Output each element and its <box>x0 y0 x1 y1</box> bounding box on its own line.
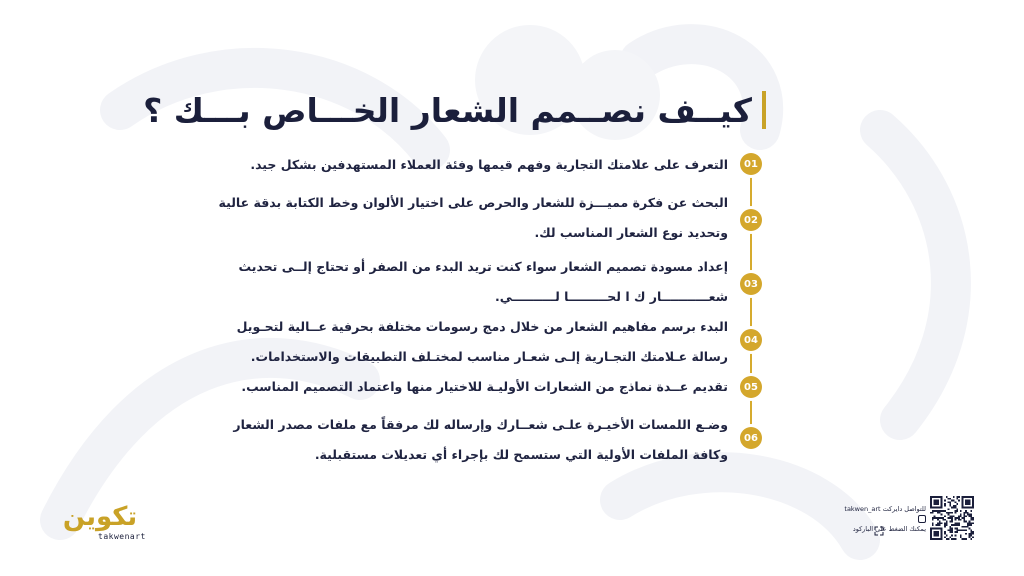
step-item <box>238 252 728 312</box>
step-text: وكافة الملفات الأولية التي ستسمح لك بإجراء أي تعديلات مستقبلية. <box>314 447 728 462</box>
step-text: شعـــــــــــار ك ا لحـــــــــا لــــــــــي. <box>494 289 728 304</box>
step-text: إعداد مسودة تصميم الشعار سواء كنت تريد البدء من الصفر أو تحتاج إلــى تحديث <box>238 259 728 274</box>
page-title-group <box>143 88 766 132</box>
step-number-badge: 01 <box>740 153 762 175</box>
instagram-icon <box>918 515 926 523</box>
step-number-badge: 04 <box>740 329 762 351</box>
contact-prefix: للتواصل دايركت <box>882 505 926 513</box>
logo-english-text: takwenart <box>98 532 146 541</box>
step-text: رسالة عـلامتك التجـارية إلـى شعـار مناسب لمختـلف التطبيقات والاستخدامات. <box>250 349 728 364</box>
step-number-badge: 06 <box>740 427 762 449</box>
contact-line-scan: يمكنك الضغط على الباركود <box>852 525 926 533</box>
brand-logo <box>50 502 150 548</box>
step-text: التعرف على علامتك التجارية وفهم قيمها وفئة العملاء المستهدفين بشكل جيد. <box>250 157 728 172</box>
instagram-handle[interactable]: takwen_art <box>844 505 881 513</box>
step-number-badge: 02 <box>740 209 762 231</box>
page-title: كيــف نصــمم الشعار الخـــاص بـــك ؟ <box>143 90 752 130</box>
step-item <box>248 150 728 180</box>
step-item <box>218 188 728 248</box>
step-text: وتحديد نوع الشعار المناسب لك. <box>534 225 728 240</box>
step-text: وضـع اللمسات الأخيـرة علـى شعــارك وإرساله لك مرفقاً مع ملفات مصدر الشعار <box>233 417 728 432</box>
step-number-badge: 05 <box>740 376 762 398</box>
step-item <box>233 410 728 470</box>
logo-arabic-text: تكوين <box>62 502 138 532</box>
contact-line-direct <box>838 504 926 524</box>
scan-icon <box>874 526 884 536</box>
qr-code[interactable] <box>930 496 974 540</box>
step-text: البحث عن فكرة مميـــزة للشعار والحرص على اختيار الألوان وخط الكتابة بدقة عالية <box>218 195 728 210</box>
step-text: البدء برسم مفاهيم الشعار من خلال دمج رسومات مختلفة بحرفية عــالية لتحـويل <box>236 319 728 334</box>
step-number-badge: 03 <box>740 273 762 295</box>
step-item <box>236 312 728 372</box>
title-accent-bar <box>762 91 766 129</box>
step-item <box>241 372 728 402</box>
timeline-line <box>750 160 752 440</box>
contact-info <box>838 504 926 534</box>
step-text: تقديم عــدة نماذج من الشعارات الأوليـة للاختيار منها واعتماد التصميم المناسب. <box>241 379 728 394</box>
